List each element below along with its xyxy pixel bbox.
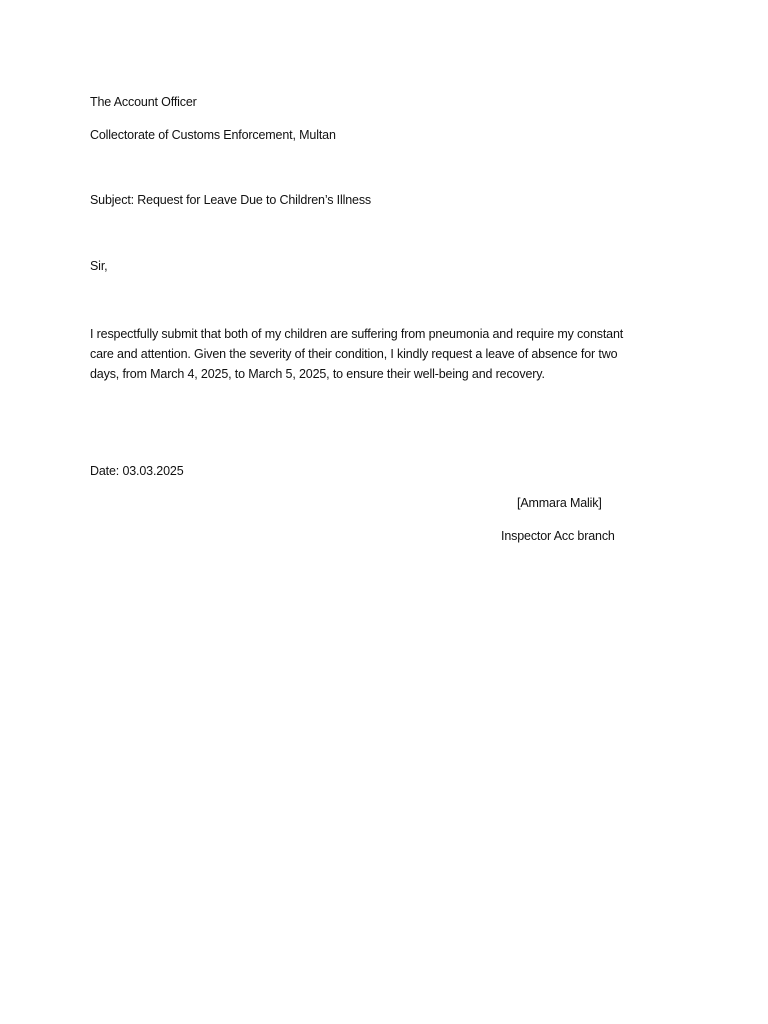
date-line: Date: 03.03.2025 bbox=[90, 464, 184, 478]
body-line: days, from March 4, 2025, to March 5, 2025, to ensure their well-being and recovery. bbox=[90, 367, 545, 381]
recipient-title: The Account Officer bbox=[90, 95, 197, 109]
subject-line: Subject: Request for Leave Due to Children’s Illness bbox=[90, 193, 372, 207]
signatory-name: [Ammara Malik] bbox=[517, 496, 602, 510]
recipient-office: Collectorate of Customs Enforcement, Multan bbox=[90, 128, 336, 142]
body-paragraph bbox=[90, 324, 670, 384]
salutation: Sir, bbox=[90, 259, 108, 273]
signatory-designation: Inspector Acc branch bbox=[501, 529, 615, 543]
body-line: I respectfully submit that both of my children are suffering from pneumonia and require my constant bbox=[90, 327, 624, 341]
body-line: care and attention. Given the severity of their condition, I kindly request a leave of absence for two bbox=[90, 347, 618, 361]
